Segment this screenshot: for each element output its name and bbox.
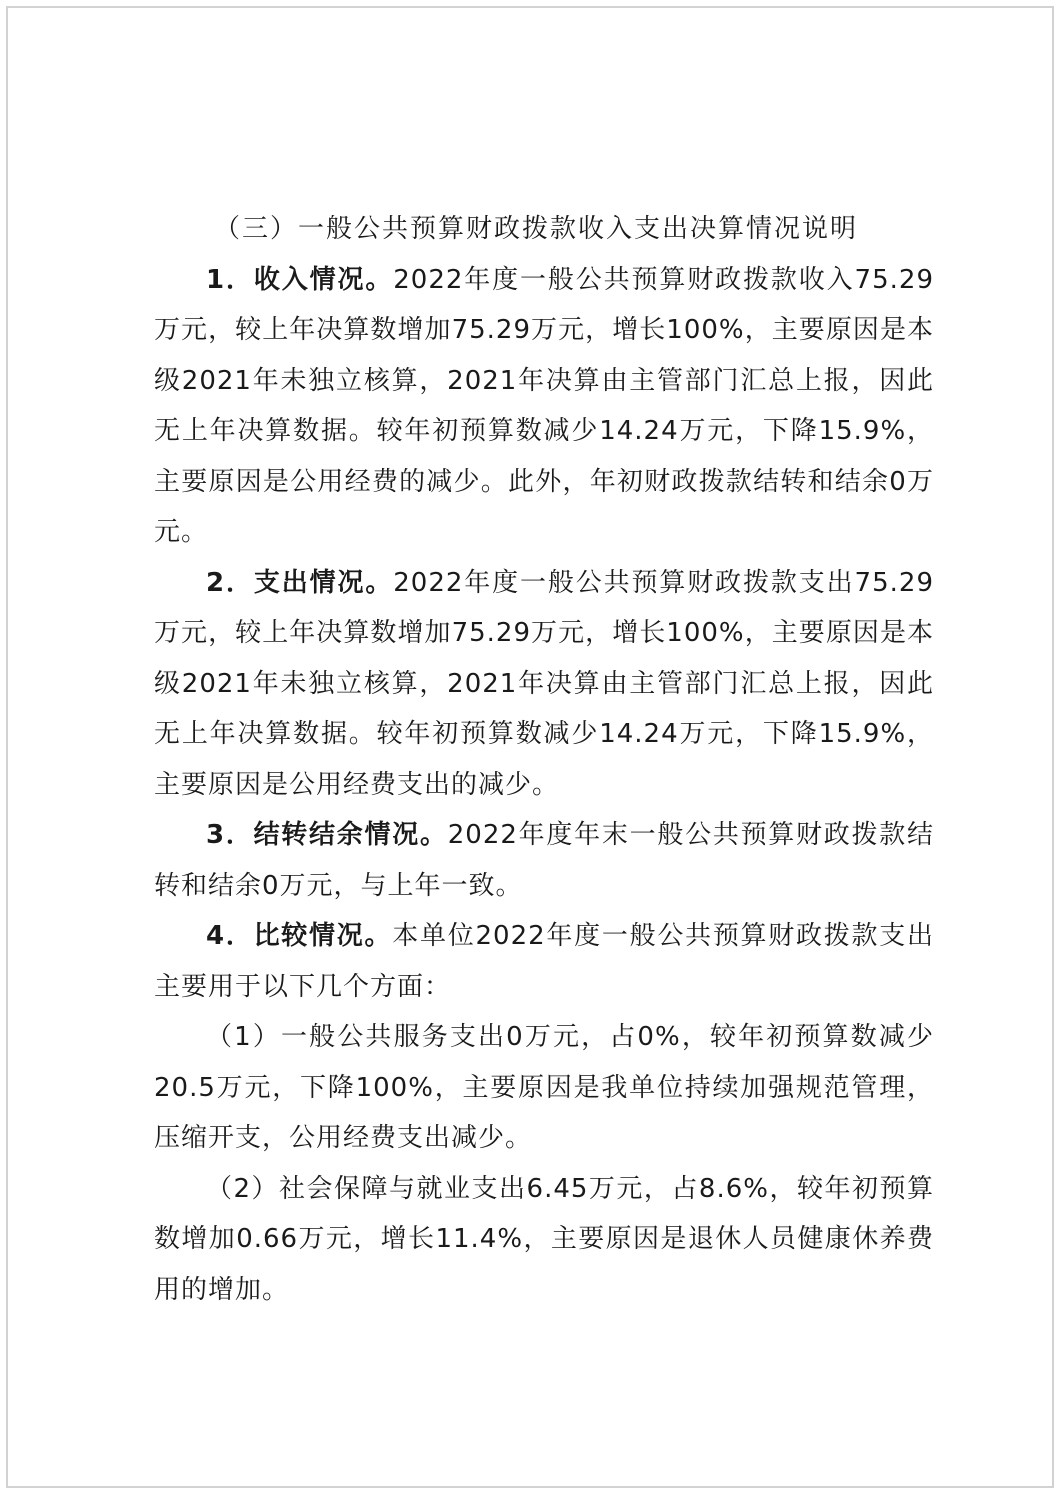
paragraph-carryover bbox=[154, 810, 934, 911]
paragraph-expenditure bbox=[154, 558, 934, 811]
paragraph-heading: 2．支出情况。 bbox=[206, 567, 394, 598]
document-body bbox=[154, 204, 934, 1315]
paragraph-income bbox=[154, 255, 934, 558]
paragraph-text: （1）一般公共服务支出0万元，占0%，较年初预算数减少20.5万元，下降100%，主要原因是我单位持续加强规范管理，压缩开支，公用经费支出减少。 bbox=[154, 1022, 934, 1153]
paragraph-text: 2022年度一般公共预算财政拨款支出75.29万元，较上年决算数增加75.29万元，增长100%，主要原因是本级2021年未独立核算，2021年决算由主管部门汇总上报，因此无上年决算数据。较年初预算数减少14.24万元，下降15.9%，主要原因是公用经费支出的减少。 bbox=[154, 567, 934, 800]
paragraph-item-2 bbox=[154, 1164, 934, 1316]
paragraph-text: 2022年度年末一般公共预算财政拨款结转和结余0万元，与上年一致。 bbox=[154, 820, 935, 901]
paragraph-comparison bbox=[154, 911, 934, 1012]
paragraph-item-1 bbox=[154, 1012, 934, 1164]
paragraph-text: 本单位2022年度一般公共预算财政拨款支出主要用于以下几个方面： bbox=[154, 921, 934, 1002]
paragraph-heading: 1．收入情况。 bbox=[206, 264, 394, 295]
paragraph-heading: 3．结转结余情况。 bbox=[206, 820, 448, 850]
paragraph-text: （2）社会保障与就业支出6.45万元，占8.6%，较年初预算数增加0.66万元，增长11.4%，主要原因是退休人员健康休养费用的增加。 bbox=[154, 1173, 934, 1305]
paragraph-text: 2022年度一般公共预算财政拨款收入75.29万元，较上年决算数增加75.29万元，增长100%，主要原因是本级2021年未独立核算，2021年决算由主管部门汇总上报，因此无上年决算数据。较年初预算数减少14.24万元，下降15.9%，主要原因是公用经费的减少。此外，年初财政拨款结转和结余0万元。 bbox=[154, 264, 934, 547]
section-title: （三）一般公共预算财政拨款收入支出决算情况说明 bbox=[214, 214, 859, 244]
paragraph-heading: 4．比较情况。 bbox=[206, 921, 393, 951]
document-page bbox=[6, 6, 1054, 1488]
